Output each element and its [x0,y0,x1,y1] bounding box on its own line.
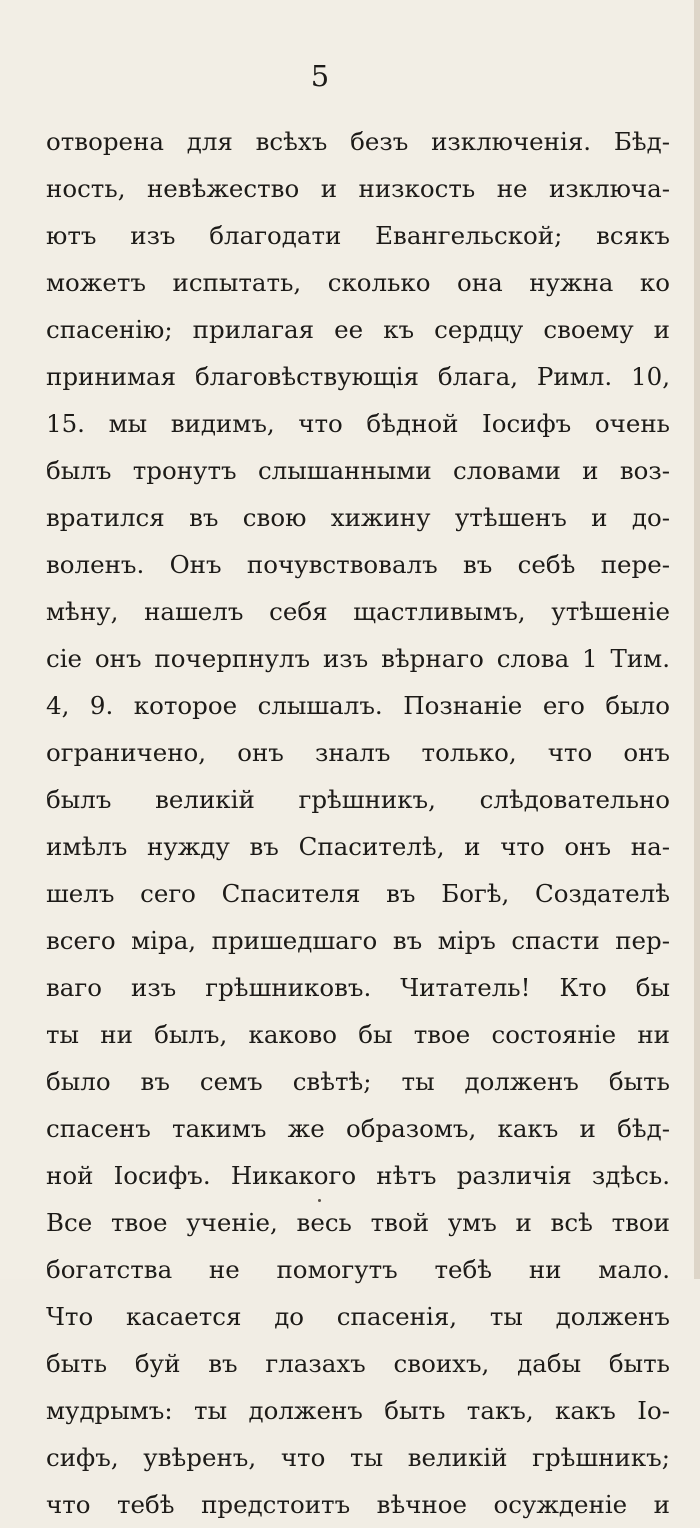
text-line: быть буй въ глазахъ своихъ, дабы быть [46,1349,670,1378]
text-line: мѣну, нашелъ себя щастливымъ, утѣшеніе [46,597,670,626]
body-text [46,118,670,1528]
text-line: спасенію; прилагая ее къ сердцу своему и [46,315,670,344]
text-line: Все твое ученіе, весь твой умъ и всѣ твои [46,1208,670,1237]
text-line: мудрымъ: ты долженъ быть такъ, какъ Іо- [46,1396,670,1425]
text-line: 15. мы видимъ, что бѣдной Іосифъ очень [46,409,670,438]
text-line: спасенъ такимъ же образомъ, какъ и бѣд- [46,1114,670,1143]
text-line: вратился въ свою хижину утѣшенъ и до- [46,503,670,532]
text-line: можетъ испытать, сколько она нужна ко [46,268,670,297]
text-line: ность, невѣжество и низкость не изключа- [46,174,670,203]
text-line: былъ тронутъ слышанными словами и воз- [46,456,670,485]
text-line: ваго изъ грѣшниковъ. Читатель! Кто бы [46,973,670,1002]
page-edge-shadow [694,0,700,1279]
text-line: сіе онъ почерпнулъ изъ вѣрнаго слова 1 Тим. [46,644,670,673]
text-line: было въ семъ свѣтѣ; ты долженъ быть [46,1067,670,1096]
text-line: сифъ, увѣренъ, что ты великій грѣшникъ; [46,1443,670,1472]
text-line: отворена для всѣхъ безъ изключенія. Бѣд- [46,127,670,156]
text-line: воленъ. Онъ почувствовалъ въ себѣ пере- [46,550,670,579]
text-line: всего міра, пришедшаго въ міръ спасти пер- [46,926,670,955]
text-line: ты ни былъ, каково бы твое состояніе ни [46,1020,670,1049]
text-line: Что касается до спасенія, ты долженъ [46,1302,670,1331]
text-line: былъ великій грѣшникъ, слѣдовательно [46,785,670,814]
text-line: имѣлъ нужду въ Спасителѣ, и что онъ на- [46,832,670,861]
page-number: 5 [310,59,330,93]
text-line: 4, 9. которое слышалъ. Познаніе его было [46,691,670,720]
text-line: шелъ сего Спасителя въ Богѣ, Создателѣ [46,879,670,908]
text-line: ной Іосифъ. Никакого нѣтъ различія здѣсь. [46,1161,670,1190]
text-line: богатства не помогутъ тебѣ ни мало. [46,1255,670,1284]
text-line: принимая благовѣствующія блага, Римл. 10, [46,362,670,391]
text-line: ютъ изъ благодати Евангельской; всякъ [46,221,670,250]
text-line: ограничено, онъ зналъ только, что онъ [46,738,670,767]
paper-speck [318,1199,321,1202]
text-line: что тебѣ предстоитъ вѣчное осужденіе и [46,1490,670,1519]
